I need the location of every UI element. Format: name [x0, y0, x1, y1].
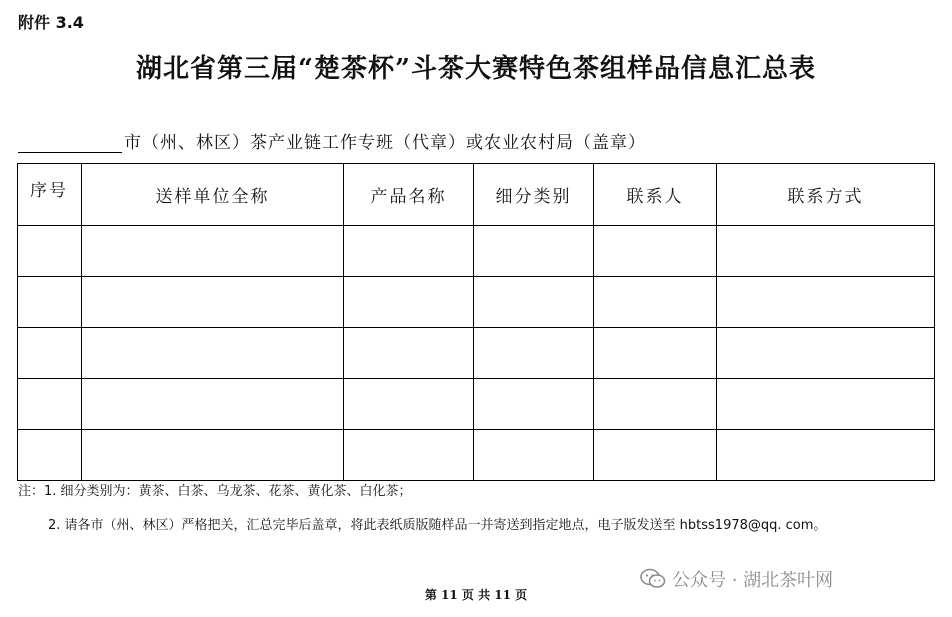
table-cell	[474, 430, 594, 481]
table-cell	[717, 379, 935, 430]
table-cell	[344, 379, 474, 430]
table-row	[18, 226, 935, 277]
table-cell	[344, 430, 474, 481]
table-cell	[82, 430, 344, 481]
header-contact-info: 联系方式	[717, 164, 935, 226]
table-cell	[82, 328, 344, 379]
document-title: 湖北省第三届“楚茶杯”斗茶大赛特色茶组样品信息汇总表	[136, 54, 816, 84]
note-1: 注：1. 细分类别为：黄茶、白茶、乌龙茶、花茶、黄化茶、白化茶；	[18, 484, 412, 499]
table-cell	[474, 277, 594, 328]
table-cell	[594, 379, 717, 430]
table-cell	[717, 226, 935, 277]
table-row	[18, 328, 935, 379]
header-category: 细分类别	[474, 164, 594, 226]
table-cell	[18, 277, 82, 328]
table-cell	[717, 277, 935, 328]
table-cell	[18, 379, 82, 430]
table-header-row	[18, 164, 935, 226]
header-unit: 送样单位全称	[82, 164, 344, 226]
table-cell	[18, 328, 82, 379]
table-row	[18, 379, 935, 430]
table-cell	[474, 226, 594, 277]
table-cell	[594, 328, 717, 379]
table-cell	[594, 226, 717, 277]
wechat-icon	[640, 568, 666, 590]
note-2: 2. 请各市（州、林区）严格把关，汇总完毕后盖章，将此表纸质版随样品一并寄送到指定地点，电子版发送至 hbtss1978@qq. com。	[48, 518, 827, 533]
table-cell	[594, 430, 717, 481]
seal-line-text: 市（州、林区）茶产业链工作专班（代章）或农业农村局（盖章）	[124, 133, 646, 153]
table-cell	[717, 430, 935, 481]
city-blank-line	[18, 130, 122, 153]
table-cell	[82, 379, 344, 430]
table-row	[18, 430, 935, 481]
table-cell	[594, 277, 717, 328]
sample-info-table	[17, 163, 935, 481]
table-cell	[82, 226, 344, 277]
page-footer: 第 11 页 共 11 页	[424, 588, 528, 602]
attachment-label: 附件 3.4	[18, 13, 84, 32]
table-cell	[474, 328, 594, 379]
table-cell	[344, 226, 474, 277]
table-cell	[82, 277, 344, 328]
header-contact: 联系人	[594, 164, 717, 226]
table-cell	[344, 277, 474, 328]
header-product: 产品名称	[344, 164, 474, 226]
table-cell	[717, 328, 935, 379]
seal-line	[18, 128, 646, 153]
table-row	[18, 277, 935, 328]
watermark-text: 公众号 · 湖北茶叶网	[672, 570, 834, 591]
table-cell	[474, 379, 594, 430]
watermark	[640, 566, 833, 592]
table-cell	[18, 226, 82, 277]
table-cell	[344, 328, 474, 379]
table-cell	[18, 430, 82, 481]
header-seq: 序号	[18, 164, 82, 226]
